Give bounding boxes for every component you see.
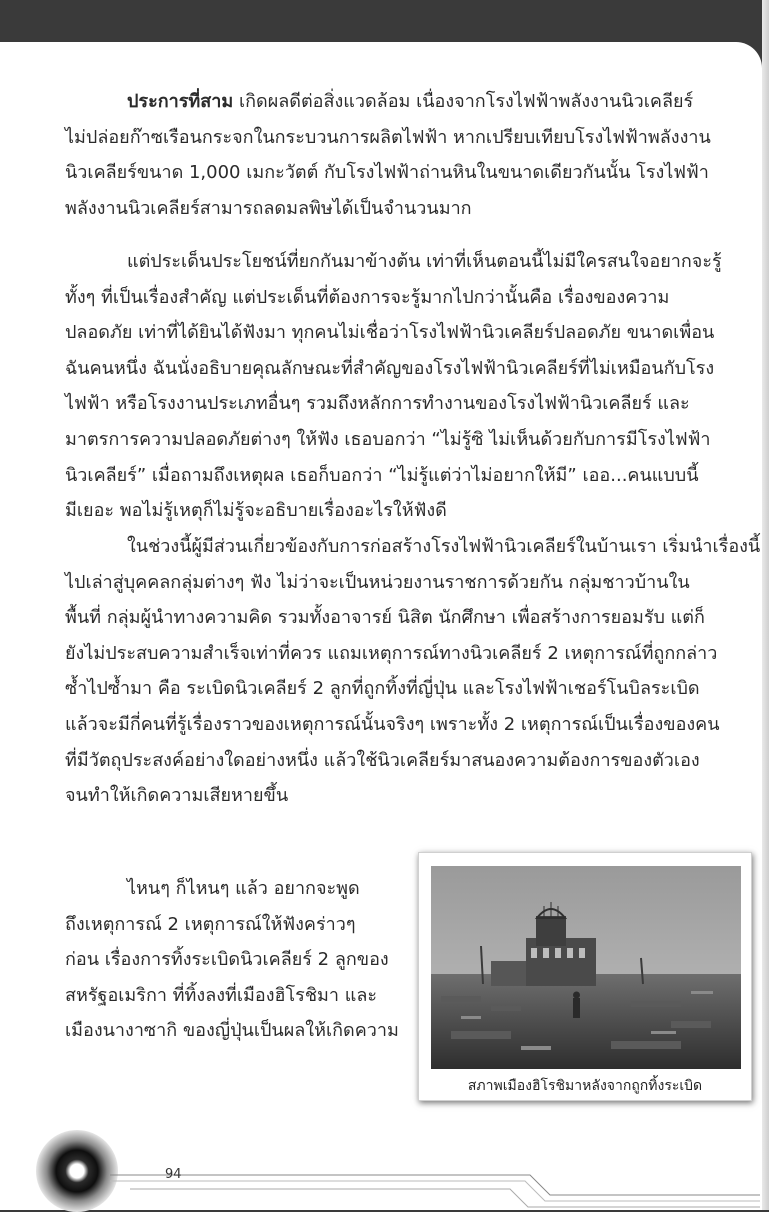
text-line: พลังงานนิวเคลียร์สามารถลดมลพิษได้เป็นจำนวนมาก <box>65 197 472 219</box>
text-line: ไปเล่าสู่บุคคลกลุ่มต่างๆ ฟัง ไม่ว่าจะเป็นหน่วยงานราชการด้วยกัน กลุ่มชาวบ้านใน <box>65 571 690 593</box>
page-number: 94 <box>165 1167 182 1182</box>
paragraph-lead: ประการที่สาม <box>127 91 234 112</box>
decorative-disc-icon <box>36 1130 118 1212</box>
paragraph-3 <box>65 529 761 814</box>
text-line: ในช่วงนี้ผู้มีส่วนเกี่ยวข้องกับการก่อสร้างโรงไฟฟ้านิวเคลียร์ในบ้านเรา เริ่มนำเรื่องนี้ <box>127 536 761 557</box>
text-line: ฉันคนหนึ่ง ฉันนั่งอธิบายคุณลักษณะที่สำคัญของโรงไฟฟ้านิวเคลียร์ที่ไม่เหมือนกับโรง <box>65 357 715 379</box>
text-line: ที่มีวัตถุประสงค์อย่างใดอย่างหนึ่ง แล้วใช้นิวเคลียร์มาสนองความต้องการของตัวเอง <box>65 749 700 771</box>
text-line: ไม่ปล่อยก๊าซเรือนกระจกในกระบวนการผลิตไฟฟ้า หากเปรียบเทียบโรงไฟฟ้าพลังงาน <box>65 126 711 148</box>
paragraph-2 <box>65 244 733 529</box>
hiroshima-photo <box>431 866 741 1069</box>
text-line: มีเยอะ พอไม่รู้เหตุก็ไม่รู้จะอธิบายเรื่องอะไรให้ฟังดี <box>65 500 447 522</box>
text-line: ไฟฟ้า หรือโรงงานประเภทอื่นๆ รวมถึงหลักการทำงานของโรงไฟฟ้านิวเคลียร์ และ <box>65 393 690 415</box>
text-line: ก่อน เรื่องการทิ้งระเบิดนิวเคลียร์ 2 ลูกของ <box>65 949 389 971</box>
text-line: สหรัฐอเมริกา ที่ทิ้งลงที่เมืองฮิโรชิมา และ <box>65 984 378 1006</box>
text-line: จนทำให้เกิดความเสียหายขึ้น <box>65 785 289 807</box>
text-line: แต่ประเด็นประโยชน์ที่ยกกันมาข้างต้น เท่าที่เห็นตอนนี้ไม่มีใครสนใจอยากจะรู้ <box>127 251 722 272</box>
text-line: ถึงเหตุการณ์ 2 เหตุการณ์ให้ฟังคร่าวๆ <box>65 913 356 935</box>
paragraph-4 <box>65 871 400 1049</box>
text-line: เมืองนางาซากิ ของญี่ปุ่นเป็นผลให้เกิดความ <box>65 1020 399 1042</box>
text-line: เกิดผลดีต่อสิ่งแวดล้อม เนื่องจากโรงไฟฟ้าพลังงานนิวเคลียร์ <box>233 91 694 112</box>
text-line: ปลอดภัย เท่าที่ได้ยินได้ฟังมา ทุกคนไม่เชื่อว่าโรงไฟฟ้านิวเคลียร์ปลอดภัย ขนาดเพื่อน <box>65 322 715 344</box>
page-edge <box>762 0 769 1210</box>
text-line: นิวเคลียร์” เมื่อถามถึงเหตุผล เธอก็บอกว่า “ไม่รู้แต่ว่าไม่อยากให้มี” เออ...คนแบบนี้ <box>65 464 699 486</box>
figure-hiroshima <box>418 852 752 1101</box>
text-line: ซ้ำไปซ้ำมา คือ ระเบิดนิวเคลียร์ 2 ลูกที่ถูกทิ้งที่ญี่ปุ่น และโรงไฟฟ้าเชอร์โนบิลระเบิด <box>65 678 700 700</box>
text-line: นิวเคลียร์ขนาด 1,000 เมกะวัตต์ กับโรงไฟฟ้าถ่านหินในขนาดเดียวกันนั้น โรงไฟฟ้า <box>65 162 709 184</box>
text-line: ไหนๆ ก็ไหนๆ แล้ว อยากจะพูด <box>127 878 360 899</box>
text-line: มาตรการความปลอดภัยต่างๆ ให้ฟัง เธอบอกว่า “ไม่รู้ซิ ไม่เห็นด้วยกับการมีโรงไฟฟ้า <box>65 428 711 450</box>
footer-decoration <box>110 1155 760 1210</box>
text-line: พื้นที่ กลุ่มผู้นำทางความคิด รวมทั้งอาจารย์ นิสิต นักศึกษา เพื่อสร้างการยอมรับ แต่ก็ <box>65 607 705 629</box>
text-line: ทั้งๆ ที่เป็นเรื่องสำคัญ แต่ประเด็นที่ต้องการจะรู้มากไปกว่านั้นคือ เรื่องของความ <box>65 286 670 308</box>
paragraph-1 <box>65 84 733 226</box>
figure-caption: สภาพเมืองฮิโรชิมาหลังจากถูกทิ้งระเบิด <box>467 1078 703 1094</box>
text-line: ยังไม่ประสบความสำเร็จเท่าที่ควร แถมเหตุการณ์ทางนิวเคลียร์ 2 เหตุการณ์ที่ถูกกล่าว <box>65 642 718 664</box>
text-line: แล้วจะมีกี่คนที่รู้เรื่องราวของเหตุการณ์นั้นจริงๆ เพราะทั้ง 2 เหตุการณ์เป็นเรื่องของคน <box>65 713 720 735</box>
